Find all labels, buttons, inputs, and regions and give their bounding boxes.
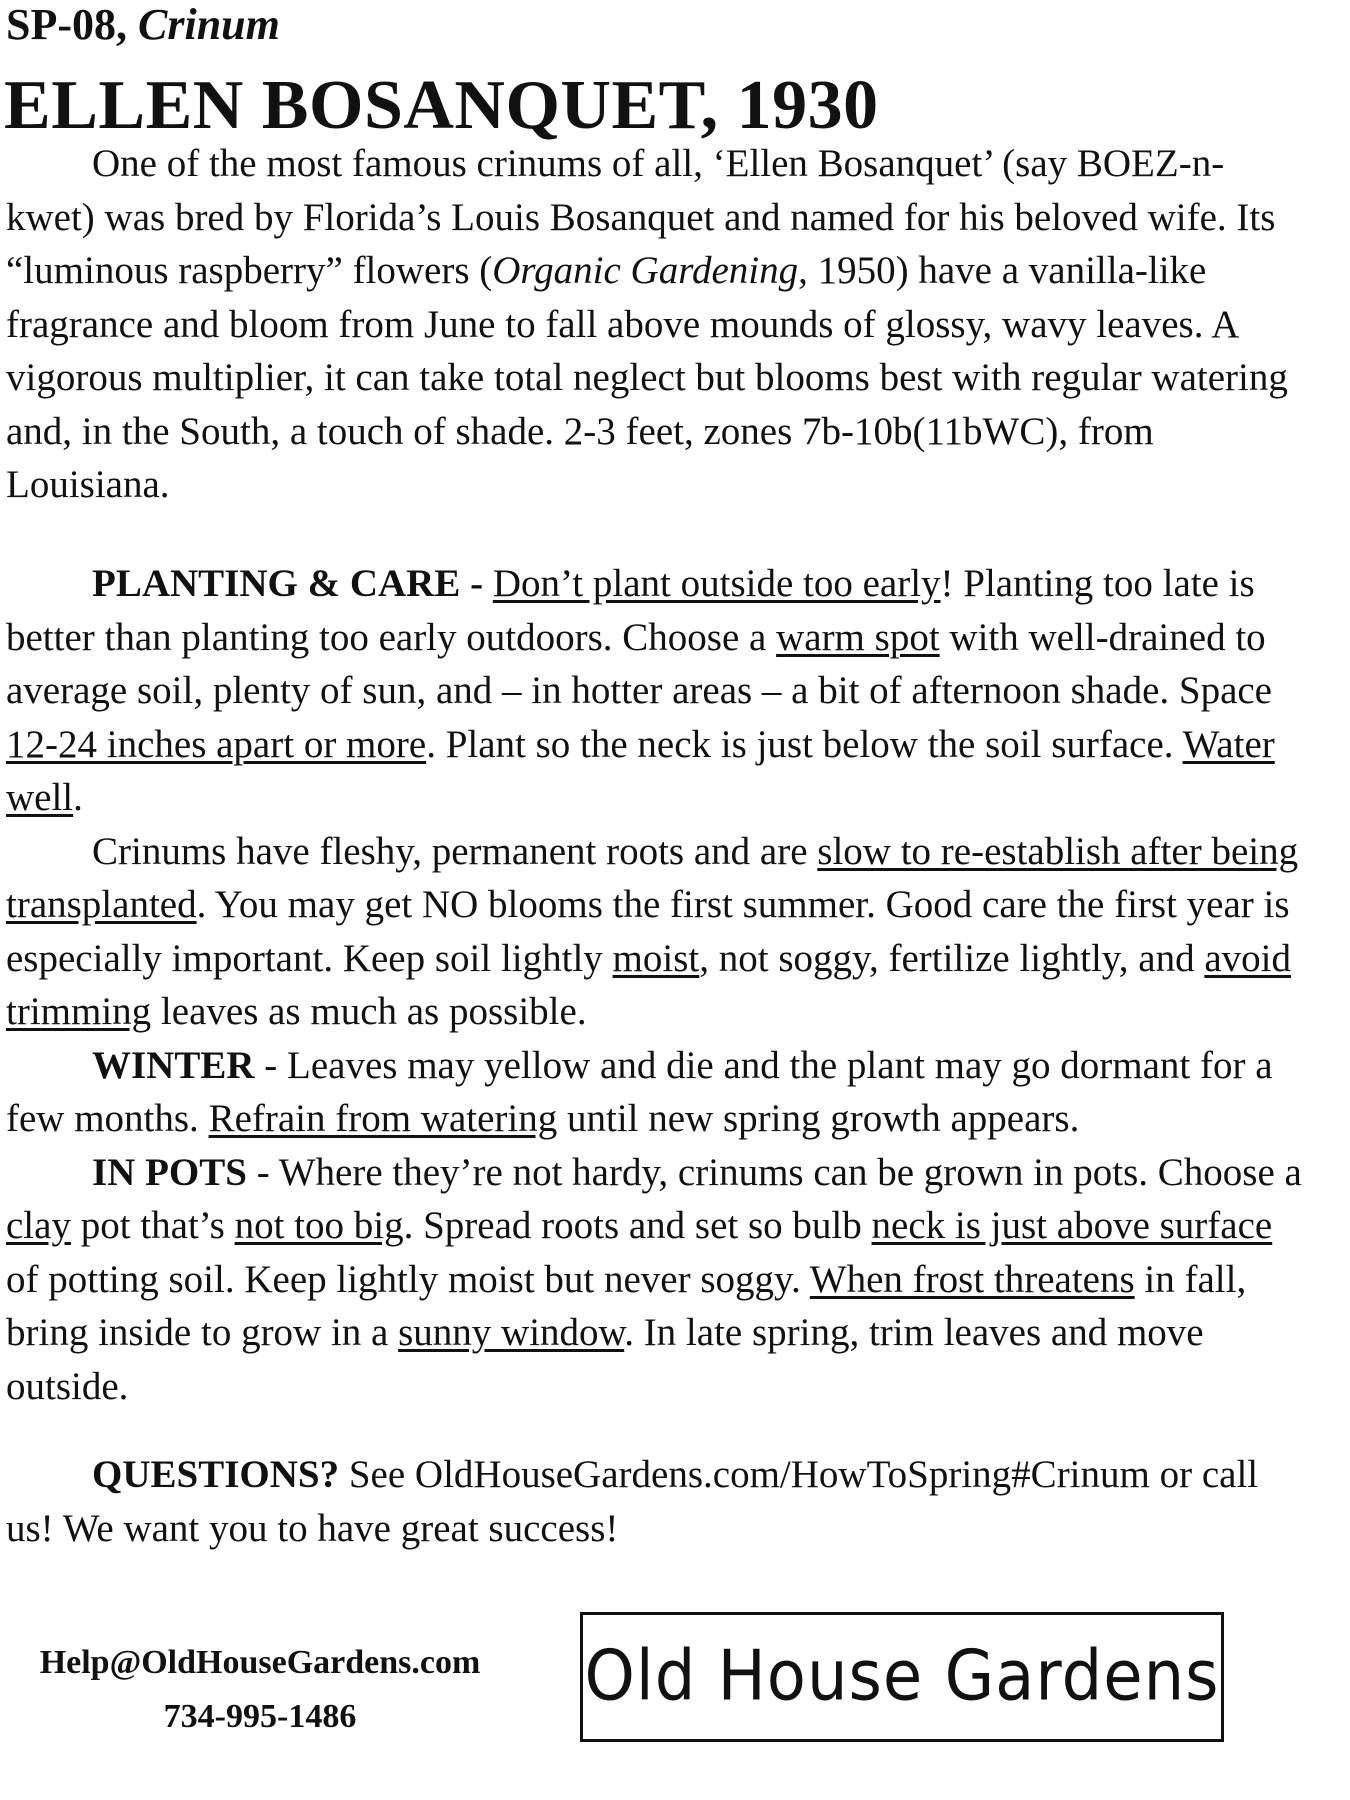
planting-emphasis: 12-24 inches apart or more xyxy=(6,722,427,766)
intro-text-2: , 1950) have a vanilla-like fragrance and bloom from June to fall above mounds of glossy, wavy leaves. A vigorous multiplier, it can take total neglect but blooms best with regular watering and, in the South, a touch of shade. 2-3 feet, zones 7b-10b(11bWC), from Louisiana. xyxy=(6,249,1288,506)
intro-source: Organic Gardening xyxy=(492,249,799,292)
planting-heading: PLANTING & CARE - xyxy=(92,562,484,605)
winter-heading: WINTER xyxy=(92,1043,255,1087)
care-section xyxy=(6,557,1306,1413)
questions-text: See OldHouseGardens.com/HowToSpring#Crinum or call us! We want you to have great success! xyxy=(6,1453,1259,1550)
pots-text: - Where they’re not hardy, crinums can be grown in pots. Choose a xyxy=(256,1150,1302,1194)
pots-emphasis: neck is just above surface xyxy=(871,1204,1273,1247)
intro-paragraph xyxy=(6,137,1306,512)
planting-paragraph xyxy=(6,557,1306,825)
winter-paragraph xyxy=(6,1039,1306,1146)
pots-emphasis: clay xyxy=(6,1204,71,1247)
pots-text: pot that’s xyxy=(80,1204,225,1247)
pots-heading: IN POTS xyxy=(92,1150,247,1194)
roots-text: Crinums have fleshy, permanent roots and are xyxy=(92,829,808,873)
product-code-number: SP-08, xyxy=(6,0,127,49)
pots-emphasis: When frost threatens xyxy=(809,1257,1135,1301)
winter-text: - Leaves may yellow and die and the plant may go dormant for a few months. xyxy=(6,1043,1273,1140)
pots-emphasis: sunny window xyxy=(398,1311,625,1354)
page-title: ELLEN BOSANQUET, 1930 xyxy=(4,67,879,144)
planting-text: ! Planting too late is better than planting too early outdoors. Choose a xyxy=(6,562,1255,659)
questions-paragraph xyxy=(6,1448,1306,1555)
planting-emphasis: Water well xyxy=(6,722,1275,819)
planting-emphasis: warm spot xyxy=(776,615,940,659)
product-code xyxy=(6,0,280,50)
contact-phone: 734-995-1486 xyxy=(163,1698,357,1735)
roots-text: leaves as much as possible. xyxy=(160,990,587,1033)
intro-section xyxy=(6,137,1306,512)
planting-text: with well-drained to average soil, plenty of sun, and – in hotter areas – a bit of afternoon shade. Space xyxy=(6,615,1272,712)
pots-paragraph xyxy=(6,1146,1306,1414)
roots-text: , not soggy, fertilize lightly, and xyxy=(699,936,1195,980)
roots-emphasis: slow to re-establish after being transplanted xyxy=(6,829,1299,926)
roots-emphasis: avoid trimming xyxy=(6,936,1291,1033)
roots-text: . You may get NO blooms the first summer. Good care the first year is especially important. Keep soil lightly xyxy=(6,883,1290,980)
genus-name: Crinum xyxy=(138,0,280,49)
questions-section xyxy=(6,1448,1306,1555)
winter-text: until new spring growth appears. xyxy=(567,1097,1080,1140)
pots-text: . Spread roots and set so bulb xyxy=(403,1204,862,1247)
roots-paragraph xyxy=(6,825,1306,1039)
winter-emphasis: Refrain from watering xyxy=(208,1097,558,1140)
pots-emphasis: not too big xyxy=(234,1204,404,1247)
planting-text: . Plant so the neck is just below the soil surface. xyxy=(426,722,1174,766)
contact-block xyxy=(0,1636,520,1744)
planting-text: . xyxy=(73,776,83,819)
intro-text-1: One of the most famous crinums of all, ‘Ellen Bosanquet’ (say BOEZ-n-kwet) was bred by Florida’s Louis Bosanquet and named for his beloved wife. Its “luminous raspberry” flowers ( xyxy=(6,142,1276,292)
pots-text: in fall, bring inside to grow in a xyxy=(6,1257,1247,1354)
pots-text: . In late spring, trim leaves and move outside. xyxy=(6,1311,1204,1408)
brand-logo xyxy=(580,1612,1224,1742)
brand-logo-text: Old House Gardens xyxy=(584,1637,1220,1717)
planting-emphasis: Don’t plant outside too early xyxy=(492,562,941,605)
contact-email: Help@OldHouseGardens.com xyxy=(39,1644,481,1681)
questions-heading: QUESTIONS? xyxy=(92,1453,340,1496)
roots-emphasis: moist xyxy=(612,936,700,980)
pots-text: of potting soil. Keep lightly moist but never soggy. xyxy=(6,1257,801,1301)
